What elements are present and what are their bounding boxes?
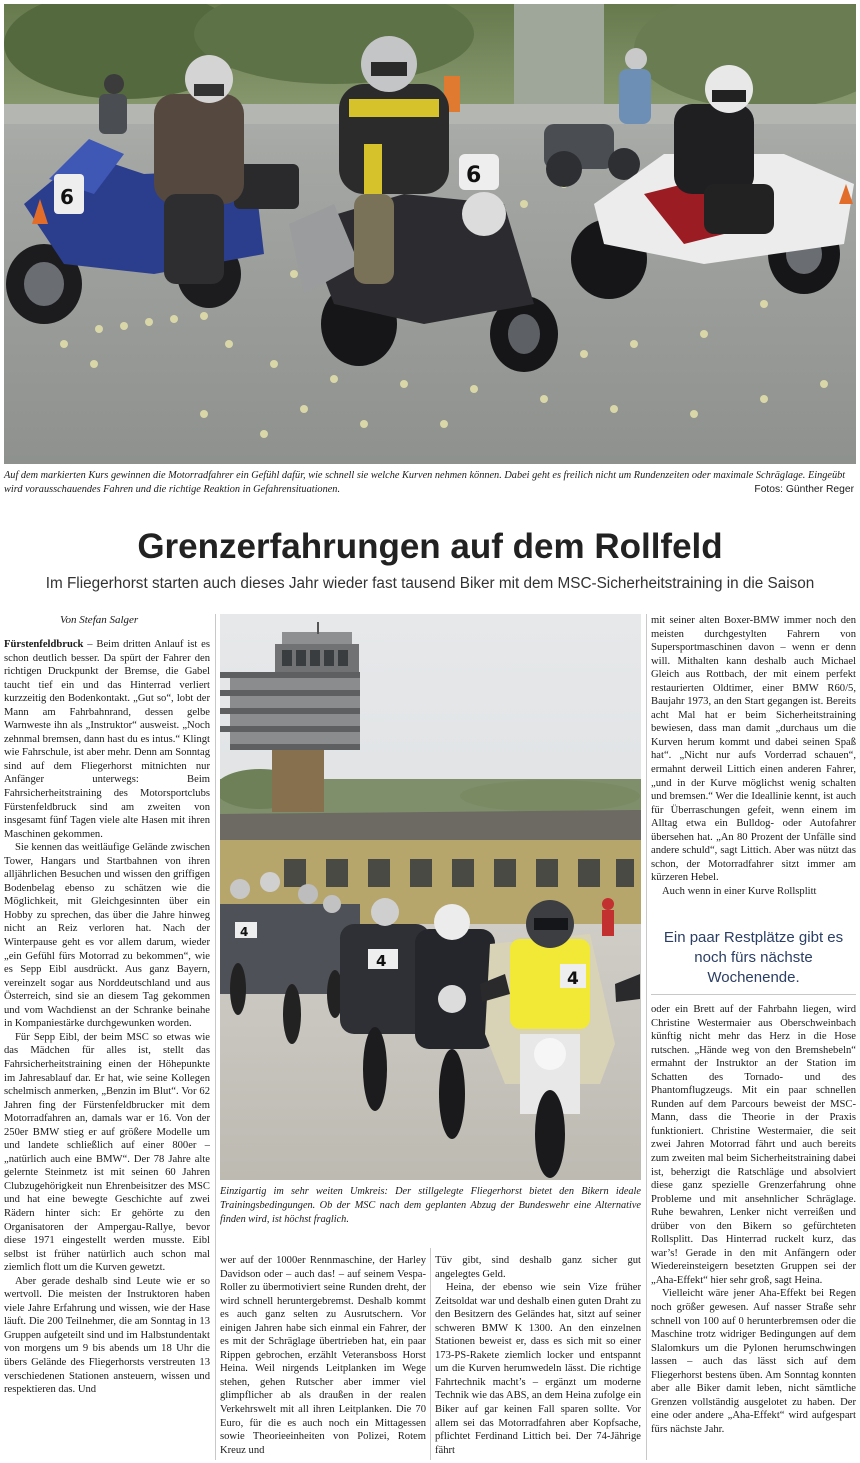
middle-bike-number-3: 4 xyxy=(567,969,579,989)
photo-credit xyxy=(748,484,854,495)
middle-photo-caption xyxy=(220,1185,641,1227)
byline xyxy=(60,614,138,626)
col1-paragraph-4: Aber gerade deshalb sind Leute wie er so wertvoll. Die meisten der Instruktoren haben viele Jahre Erfahrung und wissen, wie der Hase läuft. Die 200 Teilnehmer, die am Sonntag in 13 Gruppen aufgeteilt sind und im Halbstundentakt von morgens um 9 bis abends um 18 Uhr die übers Gelände des Fliegerhorsts verstreuten 13 verschiedenen Stationen ansteuern, wissen und respektieren das. Und xyxy=(4,1275,210,1396)
headline xyxy=(0,525,860,569)
col1-paragraph-2: Sie kennen das weitläufige Gelände zwischen Tower, Hangars und Startbahnen von ihren alljährlichen Besuchen und wissen den griffigen Bodenbelag ebenso zu schätzen wie die Möglichkeit, mit Gleichgesinnten über ein Hobby zu sprechen, das über die Jahre hinweg nicht an Reiz verloren hat. Nach der Winterpause geht es vor allem darum, wieder „ein Gefühl fürs Motorrad zu bekommen“, wie es Sepp Eibl ausdrückt. Aus ganz Bayern, vereinzelt sogar aus Norddeutschland und aus Österreich, sind sie an diesem Tag gekommen und vom Wachdienst an der Schranke beinahe in Kompaniestärke durchgewunken worden. xyxy=(4,842,210,1030)
middle-bike-number-1: 4 xyxy=(240,925,249,939)
middle-caption-text: Einzigartig im sehr weiten Umkreis: Der stillgelegte Fliegerhorst bietet den Bikern ideale Trainingsbedingungen. Ob der MSC nach dem geplanten Abzug der Bundeswehr eine Alternative finden wird, ist höchst fraglich. xyxy=(220,1186,641,1225)
col4-paragraph-1: mit seiner alten Boxer-BMW immer noch den meisten durchgestylten Fahrern von Supersportmaschinen davon – wenn er denn will. Mithalten kann deshalb auch Michael Gleich aus Rottbach, der mit einem perfekt restaurierten Oldtimer, einer BMW R60/5, Baujahr 1973, an den Start gegangen ist. Bereits acht Mal hat er beim Sicherheitstraining bewiesen, dass man damit „durchaus um die Kurven herum kommt und dabei seinen Spaß hat“. „Nicht nur aufs Vorderrad schauen“, ermahnt derweil Littich einen anderen Fahrer, „und in der Kurve möglichst wenig schalten und bremsen.“ Wer die Ideallinie kennt, ist auch für Überraschungen gefeit, wenn einem im Alltag etwa ein Bulldog- oder Autofahrer übersehen hat. „An 80 Prozent der Unfälle sind andere schuld“, sagt Littich. Aber was nützt das schon, der Motorradfahrer sitzt immer am kürzeren Hebel. xyxy=(651,615,856,884)
pullquote-rule xyxy=(651,994,856,995)
top-photo-caption xyxy=(4,469,856,499)
dateline: Fürstenfeldbruck xyxy=(4,639,84,650)
col3-paragraph-1: Tüv gibt, sind deshalb ganz sicher gut angelegtes Geld. xyxy=(435,1255,641,1280)
column-divider-2 xyxy=(430,1248,431,1460)
middle-photo xyxy=(220,614,641,1180)
column-4-top xyxy=(651,614,856,914)
col4-paragraph-2: Auch wenn in einer Kurve Rollsplitt xyxy=(662,885,817,897)
top-bike-number-2: 6 xyxy=(466,163,482,188)
top-photo-image xyxy=(4,4,856,464)
col4-paragraph-3: oder ein Brett auf der Fahrbahn liegen, wird Christine Westermaier aus Oberschweinbach künftig nicht mehr das Herz in die Hose rutschen. „Hände weg von den Bremshebeln“ ermahnt der Instruktor an der Station im Schatten des Tornado- und des Phantomflugzeugs. Mit ein paar schnellen Runden auf dem Parcours beweist der MSC-Mann, dass die Theorie in der Praxis funktioniert. Christine Westermaier, die seit zwei Jahren Motorrad fährt und auch bereits zum zweiten mal beim Sicherheitstraining dabei ist, beherzigt die Ratschläge und absolviert diese ganz spezielle Grenzerfahrung ohne Probleme und mit ansehnlicher Schräglage. Ruhe bewahren, Lenker nicht verreißen und drüber von den Bikern so gefürchteten Rollsplitt. Das Hinterrad ruckelt kurz, das war’s! Gerade in den mit Anfängern oder Wiedereinsteigern besetzten Gruppen sei der „Aha-Effekt“ hier sehr groß, sagt Heina. xyxy=(651,1004,856,1286)
top-photo xyxy=(4,4,856,464)
column-4-bottom xyxy=(651,1003,856,1460)
pullquote-text: Ein paar Restplätze gibt es noch fürs nächste Wochenende. xyxy=(663,929,844,986)
col2-paragraph-1: wer auf der 1000er Rennmaschine, der Harley Davidson oder – auch das! – auf seinem Vespa-Roller zu übermotiviert seine Runden dreht, der wird schnell heruntergebremst. Deshalb kommt es auch ganz selten zu Ausrutschern. Vor einigen Jahren habe sich einmal ein Fahrer, der es mit der Schräglage übertrieben hat, ein paar Rippen gebrochen, erzählt Veteransboss Horst Heina. Weil nirgends Leitplanken im Wege stehen, gehen Rutscher aber immer viel glimpflicher ab als draußen in der realen Verkehrswelt mit all ihren Leitplanken. Die 70 Euro, für die es auch noch ein Mittagessen sowie Theorieeinheiten von Polizei, Rotem Kreuz und xyxy=(220,1255,426,1456)
subheadline-text: Im Fliegerhorst starten auch dieses Jahr wieder fast tausend Biker mit dem MSC-Sicherheitstraining in die Saison xyxy=(45,575,815,592)
col4-paragraph-4: Vielleicht wäre jener Aha-Effekt bei Regen noch größer gewesen. Auf nasser Straße sehr schnell von 100 auf 0 herunterbremsen oder die Maschine trotz widriger Bedingungen auf dem Slalomkurs um die Pylonen herumschwingen lassen – auch das lässt sich auf dem Fliegerhorst bestens üben. Am Sonntag konnten aber alle Biker damit leben, nicht sämtliche Grenzen vollständig ausgelotet zu haben. Der eine oder andere „Aha-Effekt“ wird aufgespart fürs nächste Jahr. xyxy=(651,1288,856,1435)
column-divider-3 xyxy=(646,614,647,1460)
column-2 xyxy=(220,1254,426,1460)
col1-paragraph-3: Für Sepp Eibl, der beim MSC so etwas wie das Mädchen für alles ist, stellt das Fahrsicherheitstraining einen der Höhepunkte im Jahresablauf dar. Er hat, wie seine Kollegen schelmisch anmerken, „Benzin im Blut“. Vor 62 Jahren fing der Fürstenfeldbrucker mit dem Motorradfahren an, damals war er 16. Von der 250er BMW stieg er auf größere Modelle um und landete schließlich auf einer 800er – „natürlich auch eine BMW“. Der 78 Jahre alte gelernte Steinmetz ist mit seinen 60 Jahren Clubzugehörigkeit nun Ehrenbeisitzer des MSC und hat eine bewegte Geschichte auf zwei Rädern hinter sich: Er gehörte zu den Organisatoren der Ampergau-Rallye, bevor diese 1971 eingestellt werden musste. Eibl selbst ist früher natürlich auch schon mal ziemlich flott um die Kurven gewetzt. xyxy=(4,1031,210,1274)
subheadline xyxy=(0,574,860,594)
col3-paragraph-2: Heina, der ebenso wie sein Vize früher Zeitsoldat war und deshalb einen guten Draht zu den Besitzern des Geländes hat, sitzt auf seiner schweren BMW K 1300. An den einzelnen Stationen beweist er, dass es sich mit so einer 173-PS-Rakete ziemlich locker und entspannt um die Kurven herumwedeln lässt. Die richtige Fahrtechnik macht’s – ergänzt um moderne Technik wie das ABS, an dem Heina zufolge ein Biker auf gar keinen Fall sparen sollte. Vor allem sei das Motorradfahren aber Kopfsache, pflichtet Ferdinand Littich bei. Der 74-Jährige fährt xyxy=(435,1282,641,1456)
photo-credit-text: Fotos: Günther Reger xyxy=(754,484,854,495)
col1-paragraph-1: Fürstenfeldbruck – Beim dritten Anlauf ist es schon deutlich besser. Da spürt der Fahrer den richtigen Druckpunkt der Bremse, die Gabel taucht tief ein und das Hinterrad verliert kurzzeitig den Bodenkontakt. „Gut so“, lobt der Mann am Fahrbahnrand, dessen gelbe Warnweste ihn als „Instruktor“ ausweist. „Noch zehnmal bremsen, dann hast du es intus.“ Klingt wie Fahrschule, ist aber mehr. Denn am Sonntag sind auf dem Fliegerhorst mitnichten nur Anfänger unterwegs: Beim Fahrsicherheitstraining des Motorsportclubs Fürstenfeldbruck sind am zweiten von insgesamt fünf Tagen viele alte Hasen mit ihren Maschinen gekommen. xyxy=(4,639,210,840)
column-1 xyxy=(4,638,210,1460)
column-3 xyxy=(435,1254,641,1460)
top-caption-text: Auf dem markierten Kurs gewinnen die Motorradfahrer ein Gefühl dafür, wie schnell sie welche Kurven nehmen können. Dabei geht es freilich nicht um Rundenzeiten oder maximale Schräglage. Eingeübt wird vorausschauendes Fahren und die richtige Reaktion in Gefahrensituationen. xyxy=(4,470,846,495)
column-divider-1 xyxy=(215,614,216,1460)
middle-bike-number-2: 4 xyxy=(376,952,387,970)
middle-photo-image xyxy=(220,614,641,1180)
headline-text: Grenzerfahrungen auf dem Rollfeld xyxy=(137,527,723,566)
pullquote xyxy=(651,928,856,988)
top-bike-number-1: 6 xyxy=(60,185,74,209)
byline-text: Von Stefan Salger xyxy=(60,614,139,626)
